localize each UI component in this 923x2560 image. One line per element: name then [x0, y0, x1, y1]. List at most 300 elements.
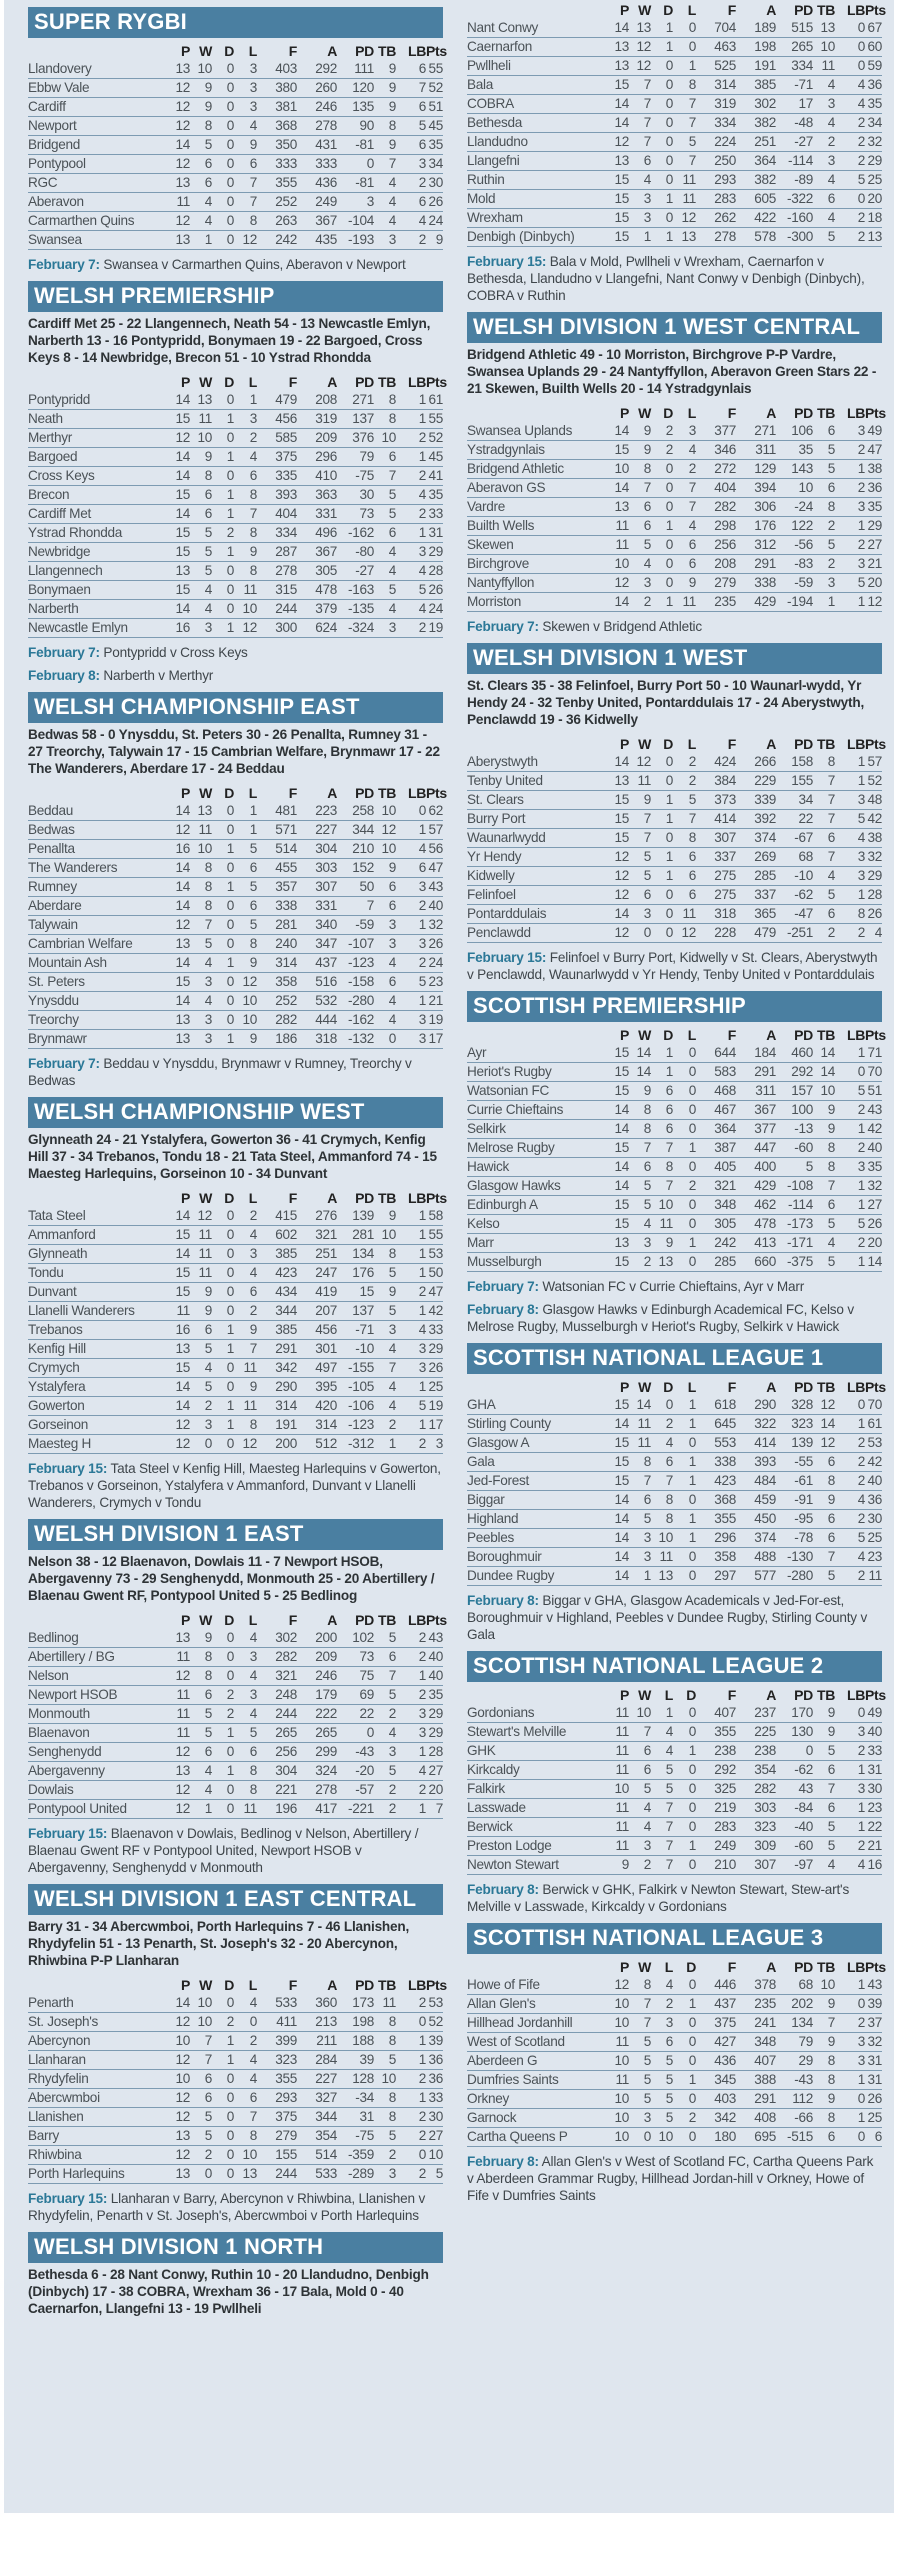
stat-l: 13	[234, 2165, 257, 2184]
stat-pd: 75	[337, 1667, 374, 1686]
fixture-date-label: February 8:	[467, 1302, 539, 1317]
stat-p: 13	[146, 1762, 190, 1781]
stat-lb: 2	[835, 209, 865, 228]
stat-d: 0	[212, 1226, 234, 1245]
stat-p: 12	[585, 133, 629, 152]
stat-pts: 53	[426, 1994, 443, 2013]
stat-pts: 27	[865, 536, 882, 555]
stat-a: 354	[736, 1761, 776, 1780]
upcoming-fixtures	[467, 1881, 882, 1915]
league-section-scottish-national-league-3	[467, 1923, 886, 2204]
stat-d: 0	[212, 802, 234, 821]
stat-l: 5	[651, 1761, 673, 1780]
column-header-f: F	[727, 1958, 736, 1975]
stat-p: 12	[146, 79, 190, 98]
stat-pts: 42	[865, 1453, 882, 1472]
match-results: Bedwas 58 - 0 Ynysddu, St. Peters 30 - 26 Penallta, Rumney 31 - 27 Treorchy, Talywain 17 - 15 Cambrian Welfare, Brynmawr 17 - 22 The Wanderers, Aberdare 17 - 24 Beddau	[28, 727, 440, 776]
column-header-d: D	[686, 1686, 696, 1703]
stat-l: 4	[651, 1742, 673, 1761]
column-header-pts: Pts	[865, 1378, 886, 1395]
stat-tb: 6	[374, 878, 396, 897]
stat-w: 12	[629, 38, 651, 57]
stat-tb: 5	[813, 1837, 835, 1856]
team-name: Dumfries Saints	[467, 2071, 585, 2090]
stat-p: 15	[585, 1215, 629, 1234]
stat-pts: 29	[865, 517, 882, 536]
table-row	[28, 174, 443, 193]
stat-p: 14	[146, 391, 190, 410]
stat-pts: 3	[426, 1435, 443, 1454]
stat-p: 10	[585, 2109, 629, 2128]
stat-w: 7	[629, 114, 651, 133]
stat-pd: -59	[337, 916, 374, 935]
stat-l: 5	[651, 2052, 673, 2071]
league-section-welsh-championship-west	[28, 1097, 447, 1511]
stat-a: 227	[297, 2070, 337, 2089]
stat-tb: 9	[813, 1723, 835, 1742]
stat-p: 15	[146, 543, 190, 562]
table-row	[28, 562, 443, 581]
stat-l: 9	[673, 574, 696, 593]
stat-f: 244	[257, 2165, 297, 2184]
team-name: Abertillery / BG	[28, 1648, 146, 1667]
stat-l: 9	[234, 954, 257, 973]
stat-f: 228	[696, 924, 736, 943]
stat-pts: 27	[865, 1196, 882, 1215]
stat-p: 16	[146, 619, 190, 638]
team-name: Llanelli Wanderers	[28, 1302, 146, 1321]
stat-a: 209	[297, 429, 337, 448]
stat-a: 309	[736, 1837, 776, 1856]
stat-a: 305	[297, 562, 337, 581]
column-header-tb: TB	[816, 404, 835, 421]
stat-d: 1	[673, 1837, 696, 1856]
column-header-w: W	[199, 1189, 212, 1206]
stat-w: 0	[629, 2128, 651, 2147]
stat-d: 13	[651, 1253, 673, 1272]
stat-l: 1	[673, 1453, 696, 1472]
stat-pd: 17	[776, 95, 813, 114]
column-header-pts: Pts	[865, 1958, 886, 1975]
stat-d: 0	[212, 562, 234, 581]
stat-tb: 4	[813, 209, 835, 228]
stat-f: 364	[696, 1120, 736, 1139]
stat-f: 346	[696, 441, 736, 460]
stat-w: 5	[629, 1196, 651, 1215]
table-row	[28, 212, 443, 231]
stat-p: 14	[585, 905, 629, 924]
table-row	[28, 897, 443, 916]
column-header-lb: LB	[407, 1189, 426, 1206]
table-row	[467, 848, 882, 867]
stat-lb: 2	[835, 1101, 865, 1120]
stat-tb: 3	[374, 619, 396, 638]
table-row	[28, 973, 443, 992]
stat-f: 305	[696, 1215, 736, 1234]
stat-d: 0	[651, 209, 673, 228]
stat-p: 12	[146, 2089, 190, 2108]
team-name: Pontypool	[28, 155, 146, 174]
stat-l: 11	[234, 581, 257, 600]
stat-w: 7	[190, 2051, 212, 2070]
stat-p: 11	[146, 193, 190, 212]
stat-f: 265	[257, 1724, 297, 1743]
column-header-lb: LB	[407, 42, 426, 59]
stat-tb: 5	[813, 886, 835, 905]
stat-pts: 24	[426, 954, 443, 973]
stat-f: 342	[696, 2109, 736, 2128]
stat-a: 444	[297, 1011, 337, 1030]
stat-f: 384	[696, 772, 736, 791]
stat-pd: -13	[776, 1120, 813, 1139]
stat-l: 11	[673, 593, 696, 612]
stat-tb: 2	[813, 133, 835, 152]
upcoming-fixtures	[28, 667, 443, 684]
team-name: Penclawdd	[467, 924, 585, 943]
stat-l: 2	[234, 1207, 257, 1226]
stat-lb: 1	[396, 992, 426, 1011]
stat-d: 1	[651, 517, 673, 536]
column-header-l: L	[664, 1958, 673, 1975]
table-row	[28, 600, 443, 619]
stat-pd: -280	[337, 992, 374, 1011]
team-name: Howe of Fife	[467, 1976, 585, 1995]
table-header-row	[467, 734, 882, 753]
team-name: Bala	[467, 76, 585, 95]
column-header-d: D	[224, 1611, 234, 1628]
table-row	[28, 2089, 443, 2108]
stat-d: 1	[212, 1416, 234, 1435]
column-header-tb: TB	[377, 42, 396, 59]
stat-lb: 2	[835, 1510, 865, 1529]
stat-d: 0	[651, 152, 673, 171]
stat-lb: 6	[396, 859, 426, 878]
stat-l: 7	[651, 1818, 673, 1837]
team-name: Kenfig Hill	[28, 1340, 146, 1359]
stat-tb: 3	[374, 1743, 396, 1762]
table-row	[467, 1139, 882, 1158]
stat-pd: -34	[337, 2089, 374, 2108]
stat-f: 423	[257, 1264, 297, 1283]
stat-d: 0	[212, 391, 234, 410]
stat-p: 15	[585, 441, 629, 460]
stat-l: 3	[651, 2014, 673, 2033]
team-name: Glasgow A	[467, 1434, 585, 1453]
team-column-header	[467, 1025, 585, 1044]
stat-lb: 2	[835, 479, 865, 498]
stat-pts: 33	[426, 505, 443, 524]
stat-tb: 5	[813, 1215, 835, 1234]
stat-tb: 0	[374, 1030, 396, 1049]
stat-tb: 3	[374, 916, 396, 935]
column-header-p: P	[619, 1958, 629, 1975]
stat-tb: 6	[374, 448, 396, 467]
stat-pts: 29	[426, 543, 443, 562]
stat-p: 15	[585, 1396, 629, 1415]
stat-tb: 14	[813, 1415, 835, 1434]
stat-pts: 35	[426, 486, 443, 505]
stat-lb: 1	[396, 391, 426, 410]
column-header-tb: TB	[377, 1189, 396, 1206]
stat-pd: 100	[776, 1101, 813, 1120]
stat-p: 13	[146, 2127, 190, 2146]
league-title: WELSH DIVISION 1 EAST	[28, 1519, 443, 1550]
stat-a: 331	[297, 897, 337, 916]
stat-w: 7	[629, 2014, 651, 2033]
stat-tb: 6	[813, 1529, 835, 1548]
stat-p: 15	[585, 1472, 629, 1491]
team-name: Orkney	[467, 2090, 585, 2109]
stat-f: 238	[696, 1742, 736, 1761]
stat-a: 484	[736, 1472, 776, 1491]
stat-lb: 1	[835, 1799, 865, 1818]
stat-pts: 33	[426, 2089, 443, 2108]
stat-tb: 8	[374, 2013, 396, 2032]
stat-a: 367	[297, 543, 337, 562]
table-row	[28, 802, 443, 821]
stat-d: 2	[673, 2109, 696, 2128]
stat-tb: 7	[813, 2014, 835, 2033]
stat-pd: 188	[337, 2032, 374, 2051]
table-row	[467, 1396, 882, 1415]
stat-d: 0	[212, 916, 234, 935]
team-name: Tondu	[28, 1264, 146, 1283]
column-header-pd: PD	[794, 404, 813, 421]
team-name: Musselburgh	[467, 1253, 585, 1272]
stat-pd: 328	[776, 1396, 813, 1415]
stat-a: 260	[297, 79, 337, 98]
table-row	[28, 1705, 443, 1724]
table-row	[467, 114, 882, 133]
stat-a: 367	[736, 1101, 776, 1120]
stat-d: 0	[212, 973, 234, 992]
stat-tb: 4	[374, 193, 396, 212]
stat-a: 208	[297, 391, 337, 410]
stat-tb: 9	[374, 136, 396, 155]
column-header-w: W	[638, 1686, 651, 1703]
stat-pd: -91	[776, 1491, 813, 1510]
table-row	[28, 448, 443, 467]
stat-f: 355	[696, 1510, 736, 1529]
stat-pts: 25	[865, 171, 882, 190]
stat-lb: 0	[396, 2146, 426, 2165]
stat-d: 0	[673, 1761, 696, 1780]
stat-w: 0	[190, 1435, 212, 1454]
column-header-w: W	[638, 1, 651, 18]
stat-l: 1	[673, 1234, 696, 1253]
stat-w: 4	[190, 193, 212, 212]
stat-f: 455	[257, 859, 297, 878]
stat-d: 0	[212, 1011, 234, 1030]
team-name: Aberavon GS	[467, 479, 585, 498]
league-section-welsh-division-1-west	[467, 643, 886, 983]
team-name: Aberavon	[28, 193, 146, 212]
column-header-a: A	[766, 1378, 776, 1395]
stat-tb: 4	[374, 992, 396, 1011]
stat-pd: 134	[337, 1245, 374, 1264]
league-title: WELSH DIVISION 1 WEST CENTRAL	[467, 312, 882, 343]
stat-d: 0	[212, 467, 234, 486]
stat-pts: 56	[426, 840, 443, 859]
stat-lb: 1	[396, 916, 426, 935]
team-name: Preston Lodge	[467, 1837, 585, 1856]
stat-p: 14	[585, 1567, 629, 1586]
stat-p: 14	[585, 753, 629, 772]
team-name: Penarth	[28, 1994, 146, 2013]
stat-pd: -95	[776, 1510, 813, 1529]
stat-tb: 7	[374, 1359, 396, 1378]
stat-f: 287	[257, 543, 297, 562]
table-row	[28, 505, 443, 524]
stat-l: 12	[234, 973, 257, 992]
table-row	[467, 1818, 882, 1837]
stat-tb: 5	[374, 1629, 396, 1648]
stat-a: 339	[736, 791, 776, 810]
stat-d: 0	[212, 1264, 234, 1283]
stat-d: 1	[212, 1030, 234, 1049]
table-row	[28, 1340, 443, 1359]
column-header-pts: Pts	[865, 1, 886, 18]
stat-d: 0	[212, 821, 234, 840]
stat-l: 0	[673, 1215, 696, 1234]
column-header-a: A	[327, 373, 337, 390]
stat-f: 358	[257, 973, 297, 992]
stat-d: 0	[212, 1994, 234, 2013]
stat-w: 5	[190, 1340, 212, 1359]
stat-lb: 1	[396, 1226, 426, 1245]
stat-d: 0	[673, 1780, 696, 1799]
stat-a: 266	[736, 753, 776, 772]
stat-a: 479	[736, 924, 776, 943]
stat-a: 400	[736, 1158, 776, 1177]
column-header-pd: PD	[355, 784, 374, 801]
team-name: Llandudno	[467, 133, 585, 152]
stat-lb: 2	[396, 505, 426, 524]
stat-p: 15	[585, 810, 629, 829]
stat-pts: 53	[865, 1434, 882, 1453]
stat-p: 14	[146, 448, 190, 467]
team-name: Mountain Ash	[28, 954, 146, 973]
stat-d: 0	[212, 231, 234, 250]
stat-tb: 4	[374, 543, 396, 562]
stat-l: 9	[234, 1378, 257, 1397]
stat-pd: -194	[776, 593, 813, 612]
stat-tb: 4	[374, 600, 396, 619]
stat-pd: -66	[776, 2109, 813, 2128]
column-header-d: D	[224, 784, 234, 801]
stat-lb: 6	[396, 98, 426, 117]
column-header-l: L	[248, 1976, 257, 1993]
stat-w: 9	[190, 79, 212, 98]
league-title: SCOTTISH NATIONAL LEAGUE 2	[467, 1651, 882, 1682]
stat-l: 10	[234, 1011, 257, 1030]
stat-pd: -43	[337, 1743, 374, 1762]
stat-pd: -71	[776, 76, 813, 95]
stat-p: 13	[585, 498, 629, 517]
stat-pts: 13	[865, 228, 882, 247]
team-name: Glynneath	[28, 1245, 146, 1264]
team-name: Llangennech	[28, 562, 146, 581]
stat-tb: 9	[374, 1283, 396, 1302]
stat-l: 2	[673, 772, 696, 791]
stat-tb: 6	[374, 973, 396, 992]
stat-lb: 0	[835, 1063, 865, 1082]
table-row	[28, 2146, 443, 2165]
stat-pts: 32	[865, 133, 882, 152]
stat-tb: 13	[813, 19, 835, 38]
stat-l: 10	[234, 2146, 257, 2165]
league-title: WELSH DIVISION 1 EAST CENTRAL	[28, 1884, 443, 1915]
stat-w: 3	[190, 1030, 212, 1049]
team-name: Bridgend	[28, 136, 146, 155]
stat-pd: -135	[337, 600, 374, 619]
stat-w: 5	[629, 2090, 651, 2109]
stat-d: 2	[651, 1415, 673, 1434]
stat-l: 1	[651, 1704, 673, 1723]
stat-a: 512	[297, 1435, 337, 1454]
table-row	[467, 536, 882, 555]
stat-pd: -108	[776, 1177, 813, 1196]
stat-l: 6	[673, 555, 696, 574]
stat-pts: 7	[426, 1800, 443, 1819]
stat-f: 377	[696, 422, 736, 441]
stat-pts: 52	[426, 2013, 443, 2032]
stat-lb: 0	[835, 57, 865, 76]
stat-a: 285	[736, 867, 776, 886]
team-name: Ayr	[467, 1044, 585, 1063]
fixture-date-label: February 7:	[28, 645, 100, 660]
stat-f: 333	[257, 155, 297, 174]
stat-l: 7	[234, 193, 257, 212]
stat-w: 1	[629, 1567, 651, 1586]
stat-lb: 2	[835, 924, 865, 943]
stat-f: 314	[257, 1397, 297, 1416]
stat-p: 10	[585, 1995, 629, 2014]
stat-pd: -40	[776, 1818, 813, 1837]
stat-p: 14	[146, 1207, 190, 1226]
stat-pd: -132	[337, 1030, 374, 1049]
team-name: Crymych	[28, 1359, 146, 1378]
stat-f: 292	[696, 1761, 736, 1780]
table-header-row	[467, 0, 882, 19]
team-name: Yr Hendy	[467, 848, 585, 867]
stat-pts: 27	[426, 2127, 443, 2146]
stat-d: 0	[212, 1629, 234, 1648]
stat-pd: -221	[337, 1800, 374, 1819]
team-name: Jed-Forest	[467, 1472, 585, 1491]
stat-lb: 6	[396, 193, 426, 212]
stat-d: 0	[651, 1396, 673, 1415]
stat-a: 302	[736, 95, 776, 114]
stat-d: 8	[651, 1510, 673, 1529]
column-header-lb: LB	[846, 1026, 865, 1043]
stat-w: 6	[190, 1686, 212, 1705]
stat-p: 14	[146, 467, 190, 486]
table-row	[467, 593, 882, 612]
stat-tb: 11	[374, 1994, 396, 2013]
stat-l: 1	[673, 1139, 696, 1158]
team-name: Merthyr	[28, 429, 146, 448]
stat-w: 6	[629, 152, 651, 171]
team-name: Edinburgh A	[467, 1196, 585, 1215]
stat-d: 6	[651, 1082, 673, 1101]
stat-w: 1	[190, 231, 212, 250]
table-row	[28, 193, 443, 212]
column-header-l: L	[687, 1378, 696, 1395]
stat-pd: 135	[337, 98, 374, 117]
stat-pts: 39	[865, 1995, 882, 2014]
column-header-pts: Pts	[426, 1976, 447, 1993]
